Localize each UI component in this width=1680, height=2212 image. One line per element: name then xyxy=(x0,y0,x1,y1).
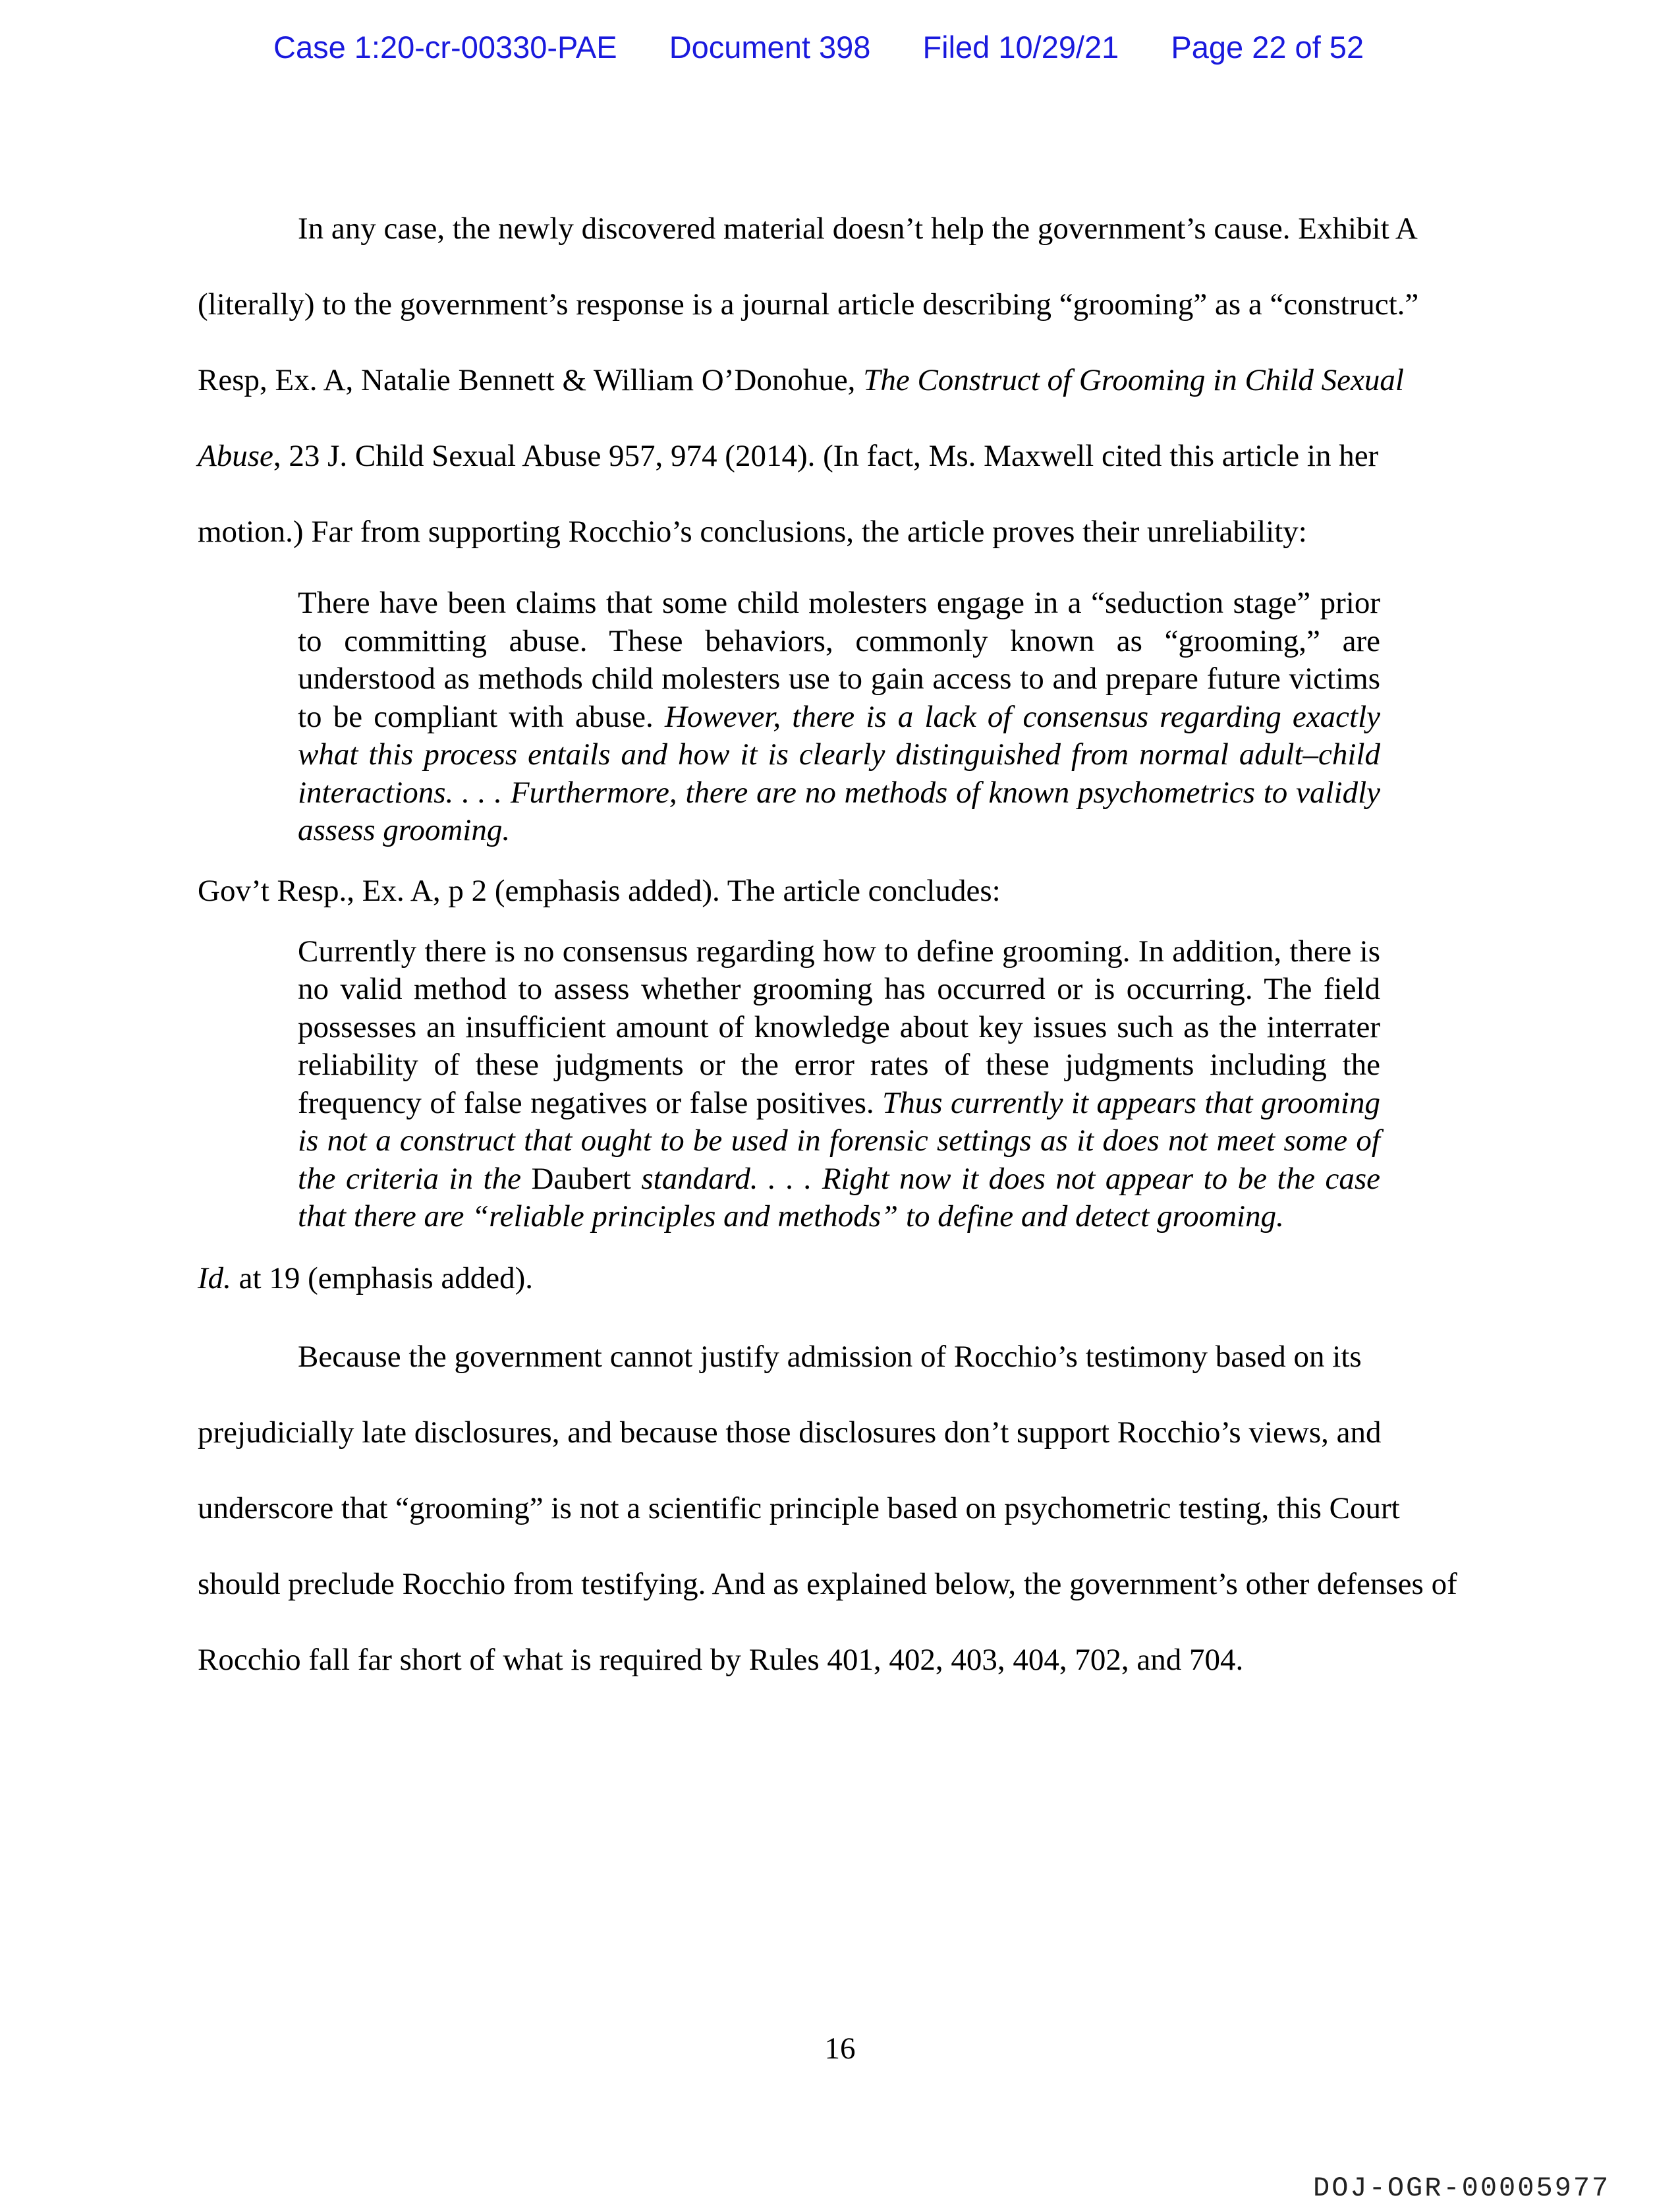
paragraph-text: , 23 J. Child Sexual Abuse 957, 974 (2014). (In fact, Ms. Maxwell cited this article in her motion.) Far from supporting Rocchio’s conclusions, the article proves their unreliability: xyxy=(198,439,1379,549)
paragraph-conclusion: Because the government cannot justify admission of Rocchio’s testimony based on its prejudicially late disclosures, and because those disclosures don’t support Rocchio’s views, and underscore that “grooming” is not a scientific principle based on psychometric testing, this Court should preclude Rocchio from testifying. And as explained below, the government’s other defenses of Rocchio fall far short of what is required by Rules 401, 402, 403, 404, 702, and 704. xyxy=(198,1339,1457,1677)
block-quote-2 xyxy=(298,933,1380,1236)
page-of-total: Page 22 of 52 xyxy=(1171,30,1364,65)
paragraph-text: In any case, the newly discovered material doesn’t help the government’s cause. Exhibit A (literally) to the government’s response is a journal article describing “grooming” as a “construct.” Resp, Ex. A, Natalie Bennett & William O’Donohue, xyxy=(198,212,1419,397)
court-filing-header xyxy=(273,29,1364,65)
article-title: The Construct of Grooming in Child Sexual Abuse xyxy=(198,363,1404,473)
quote-emphasis: standard. . . . Right now it does not appear to be the case that there are “reliable principles and methods” to define and detect grooming. xyxy=(298,1161,1380,1234)
filed-date: Filed 10/29/21 xyxy=(922,30,1119,65)
quote-emphasis: However, there is a lack of consensus regarding exactly what this process entails and how it is clearly distinguished from normal adult–child interactions. . . . Furthermore, there are no methods of known psychometrics to validly assess grooming. xyxy=(298,699,1380,847)
citation-text: at 19 (emphasis added). xyxy=(231,1261,534,1295)
citation-1: Gov’t Resp., Ex. A, p 2 (emphasis added). The article concludes: xyxy=(198,873,1001,908)
case-number: Case 1:20-cr-00330-PAE xyxy=(273,30,617,65)
paragraph-exhibit-a xyxy=(198,191,1476,570)
block-quote-1 xyxy=(298,584,1380,850)
bates-number: DOJ-OGR-00005977 xyxy=(1313,2172,1611,2204)
quote-emphasis: Thus currently it appears that grooming is not a construct that ought to be used in forensic settings as it does not meet some of the criteria in the xyxy=(298,1085,1380,1196)
quote-text: Currently there is no consensus regarding how to define grooming. In addition, there is no valid method to assess whether grooming has occurred or is occurring. The field possesses an insufficient amount of knowledge about key issues such as the interrater reliability of these judgments or the error rates of these judgments including the frequency of false negatives or false positives. xyxy=(298,934,1380,1120)
document-number: Document 398 xyxy=(669,30,871,65)
page-body xyxy=(198,191,1476,1698)
quote-text: There have been claims that some child molesters engage in a “seduction stage” prior to committing abuse. These behaviors, commonly known as “grooming,” are understood as methods child molesters use to gain access to and prepare future victims to be compliant with abuse. xyxy=(298,586,1380,734)
case-name: Daubert xyxy=(531,1161,631,1196)
page-number: 16 xyxy=(824,2031,856,2066)
citation-2 xyxy=(198,1252,1476,1305)
id-signal: Id. xyxy=(198,1261,231,1295)
